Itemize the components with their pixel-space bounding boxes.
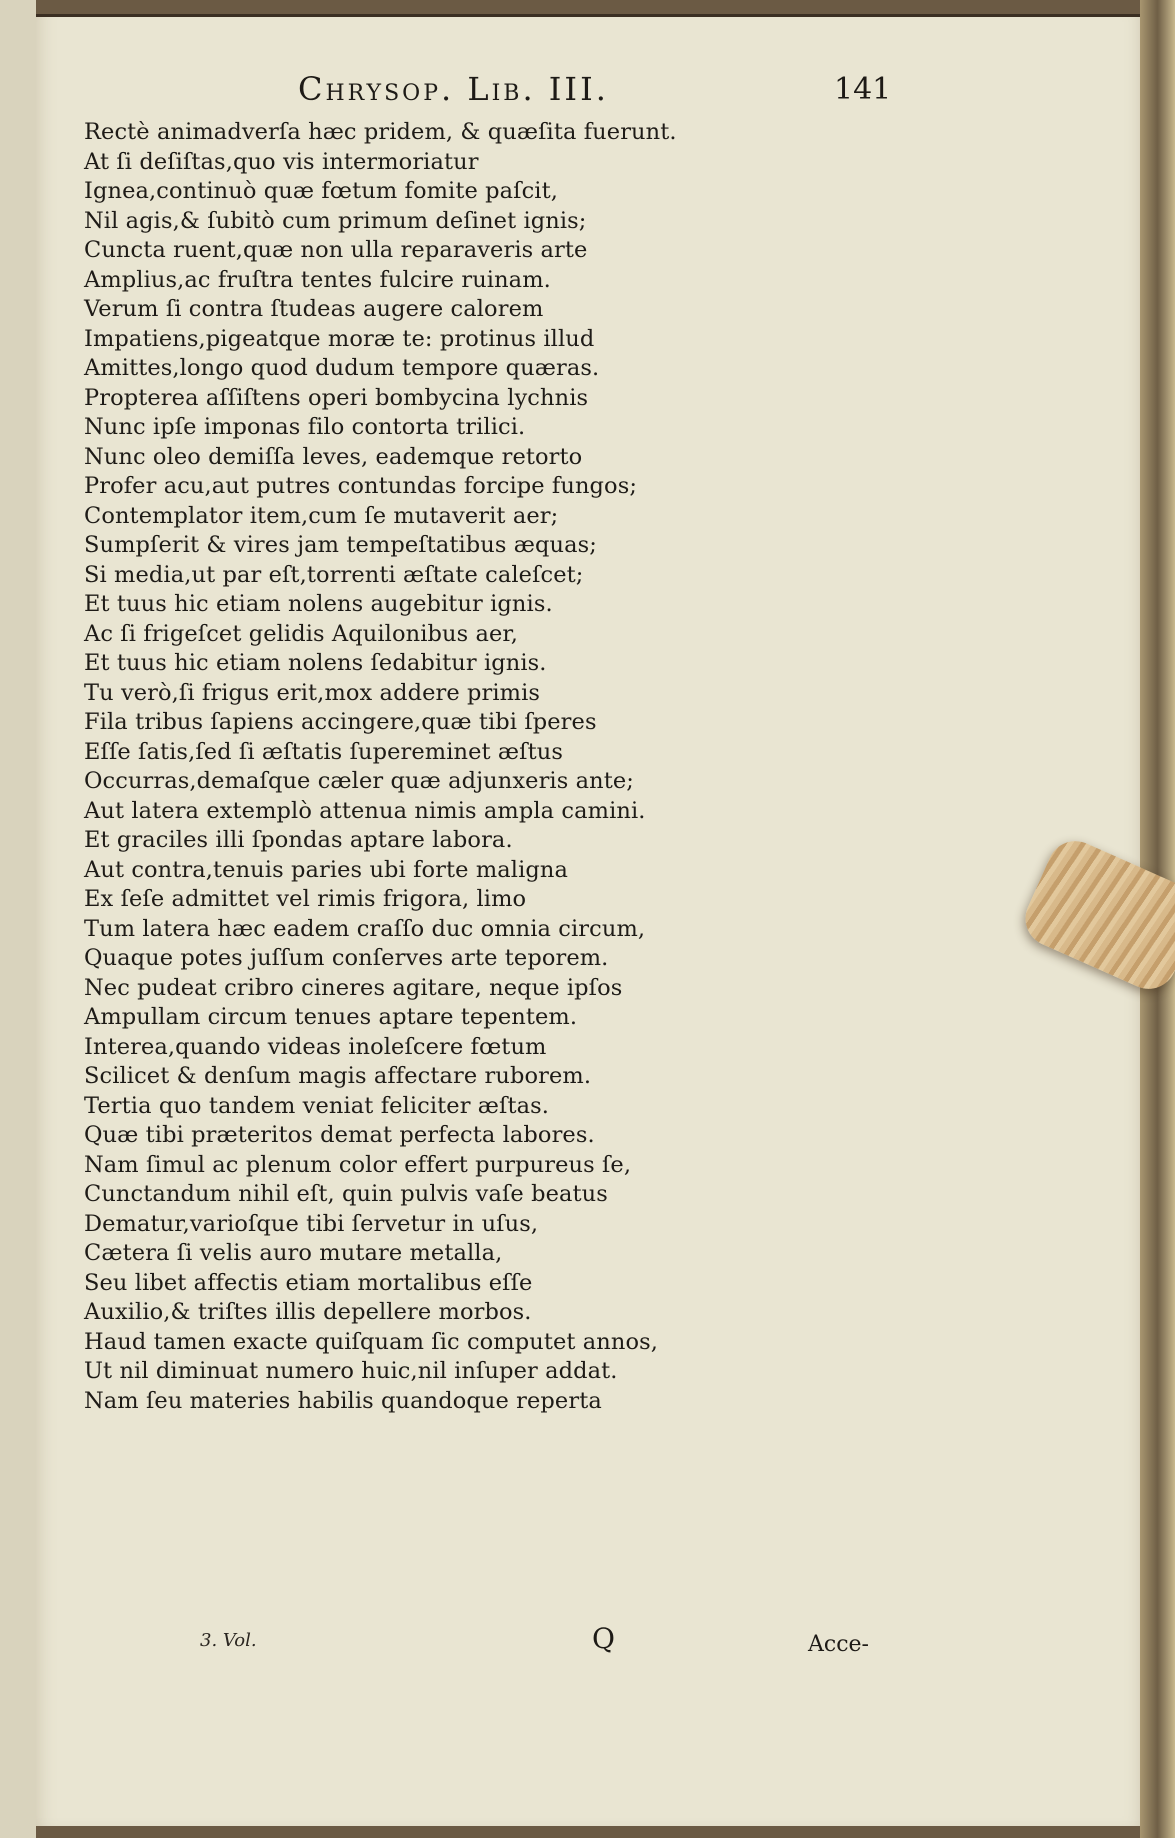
verse-line: Propterea aſſiſtens operi bombycina lychnis [84, 384, 589, 411]
verse-line: Cætera ſi velis auro mutare metalla, [84, 1240, 503, 1266]
verse-line: Contemplator item,cum ſe mutaverit aer; [84, 502, 559, 529]
verse-line: At ſi deſiſtas,quo vis intermoriatur [84, 148, 479, 175]
verse-line: Nunc ipſe imponas filo contorta trilici. [84, 414, 526, 440]
verse-line: Cuncta ruent,quæ non ulla reparaveris arte [84, 237, 588, 263]
verse-line: Quæ tibi præteritos demat perfecta labores. [84, 1122, 595, 1148]
verse-line: Nam ſimul ac plenum color effert purpureus ſe, [84, 1151, 632, 1178]
signature-mark: 3. Vol. [200, 1630, 257, 1651]
inner-margin [0, 0, 36, 1838]
verse-line: Ignea,continuò quæ fœtum fomite paſcit, [84, 178, 558, 204]
verse-line: Profer acu,aut putres contundas forcipe fungos; [84, 473, 638, 499]
gathering-letter: Q [592, 1622, 615, 1655]
page-number: 141 [834, 72, 892, 107]
catchword: Acce- [808, 1632, 869, 1657]
verse-line: Occurras,demaſque cæler quæ adjunxeris ante; [84, 768, 634, 794]
verse-line: Amittes,longo quod dudum tempore quæras. [84, 355, 600, 381]
running-title: Chrysop. Lib. III. [298, 70, 609, 108]
verse-line: Eſſe ſatis,ſed ſi æſtatis ſupereminet æſtus [84, 738, 563, 765]
verse-line: Tertia quo tandem veniat feliciter æſtas. [84, 1092, 550, 1119]
verse-line: Aut latera extemplò attenua nimis ampla camini. [84, 797, 646, 824]
verse-line: Nunc oleo demiſſa leves, eademque retorto [84, 443, 583, 470]
page-top-edge [36, 0, 1158, 17]
page-bottom-edge [36, 1826, 1158, 1838]
verse-line: Impatiens,pigeatque moræ te: protinus illud [84, 325, 595, 352]
verse-line: Rectè animadverſa hæc pridem, & quæſita fuerunt. [84, 119, 677, 145]
verse-line: Ac ſi frigeſcet gelidis Aquilonibus aer, [84, 620, 519, 647]
verse-line: Tum latera hæc eadem craſſo duc omnia circum, [84, 915, 646, 942]
verse-line: Et tuus hic etiam nolens ſedabitur ignis. [84, 650, 547, 676]
verse-line: Sumpſerit & vires jam tempeſtatibus æquas; [84, 532, 597, 558]
verse-line: Scilicet & denſum magis affectare ruborem. [84, 1063, 592, 1089]
verse-line: Si media,ut par eſt,torrenti æſtate caleſcet; [84, 561, 584, 588]
verse-line: Ampullam circum tenues aptare tepentem. [84, 1004, 578, 1030]
verse-line: Ex ſeſe admittet vel rimis frigora, limo [84, 886, 527, 912]
verse-line: Nam ſeu materies habilis quandoque reperta [84, 1387, 602, 1414]
verse-line: Nil agis,& ſubitò cum primum deſinet ignis; [84, 207, 587, 234]
verse-line: Verum ſi contra ſtudeas augere calorem [84, 296, 544, 322]
verse-line: Interea,quando videas inoleſcere fœtum [84, 1033, 547, 1060]
verse-line: Et graciles illi ſpondas aptare labora. [84, 827, 513, 853]
verse-line: Nec pudeat cribro cineres agitare, neque ipſos [84, 974, 623, 1001]
verse-line: Auxilio,& triſtes illis depellere morbos. [84, 1299, 532, 1325]
verse-line: Ut nil diminuat numero huic,nil inſuper addat. [84, 1358, 618, 1384]
verse-line: Haud tamen exacte quiſquam ſic computet annos, [84, 1328, 659, 1355]
verse-line: Quaque potes juſſum conſerves arte teporem. [84, 945, 609, 971]
verse-line: Seu libet affectis etiam mortalibus eſſe [84, 1269, 533, 1296]
verse-line: Tu verò,ſi frigus erit,mox addere primis [84, 679, 541, 706]
verse-block [84, 118, 724, 1416]
verse-line: Et tuus hic etiam nolens augebitur ignis. [84, 591, 553, 617]
verse-line: Amplius,ac fruſtra tentes fulcire ruinam. [84, 266, 551, 293]
running-head [0, 70, 1175, 110]
verse-line: Aut contra,tenuis paries ubi forte maligna [84, 856, 568, 883]
verse-line: Cunctandum nihil eſt, quin pulvis vaſe beatus [84, 1181, 608, 1207]
verse-line: Fila tribus ſapiens accingere,quæ tibi ſperes [84, 709, 597, 735]
verse-line: Dematur,varioſque tibi ſervetur in uſus, [84, 1210, 539, 1237]
